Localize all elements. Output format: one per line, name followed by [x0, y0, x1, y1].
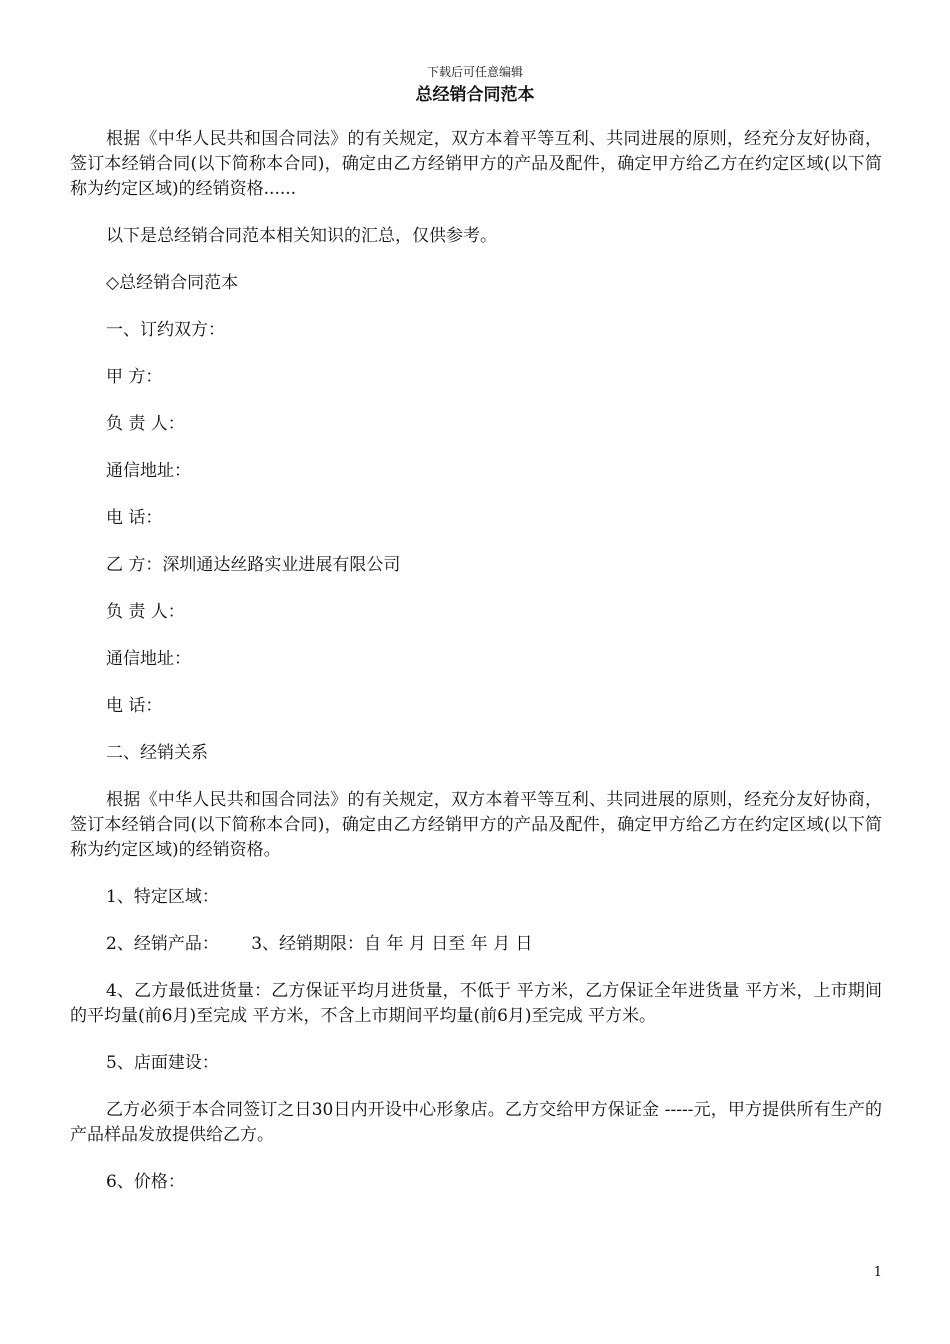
page-number: 1 — [873, 1265, 882, 1280]
paragraph: 6、价格： — [106, 1172, 185, 1192]
paragraph: 乙方必须于本合同签订之日30日内开设中心形象店。乙方交给甲方保证金 -----元，甲方提供所有生产的产品样品发放提供给乙方。 — [70, 1100, 882, 1145]
paragraph: 2、经销产品： 3、经销期限：自 年 月 日至 年 月 日 — [106, 934, 533, 954]
paragraph: 根据《中华人民共和国合同法》的有关规定，双方本着平等互利、共同进展的原则，经充分友好协商，签订本经销合同(以下简称本合同)，确定由乙方经销甲方的产品及配件，确定甲方给乙方在约定区域(以下简称为约定区域)的经销资格。 — [70, 790, 882, 860]
paragraph: 通信地址： — [106, 461, 191, 481]
paragraph: 4、乙方最低进货量：乙方保证平均月进货量，不低于 平方米，乙方保证全年进货量 平方米，上市期间的平均量(前6月)至完成 平方米，不含上市期间平均量(前6月)至完成 平方米。 — [70, 981, 882, 1026]
paragraph: 负 责 人： — [106, 414, 185, 434]
paragraph: ◇总经销合同范本 — [106, 273, 239, 293]
paragraph: 乙 方：深圳通达丝路实业进展有限公司 — [106, 555, 401, 575]
paragraph: 二、经销关系 — [106, 743, 208, 763]
paragraph: 以下是总经销合同范本相关知识的汇总，仅供参考。 — [106, 226, 497, 246]
paragraph: 甲 方： — [106, 367, 163, 387]
paragraph: 电 话： — [106, 508, 163, 528]
header-note: 下载后可任意编辑 — [426, 65, 523, 79]
document-body — [70, 127, 882, 1217]
paragraph: 根据《中华人民共和国合同法》的有关规定，双方本着平等互利、共同进展的原则，经充分友好协商，签订本经销合同(以下简称本合同)，确定由乙方经销甲方的产品及配件，确定甲方给乙方在约定区域(以下简称为约定区域)的经销资格...... — [70, 129, 882, 199]
paragraph: 通信地址： — [106, 649, 191, 669]
paragraph: 1、特定区域： — [106, 887, 219, 907]
document-title: 总经销合同范本 — [415, 85, 535, 105]
paragraph: 负 责 人： — [106, 602, 185, 622]
paragraph: 电 话： — [106, 696, 163, 716]
paragraph: 一、订约双方： — [106, 320, 225, 340]
paragraph: 5、店面建设： — [106, 1053, 219, 1073]
